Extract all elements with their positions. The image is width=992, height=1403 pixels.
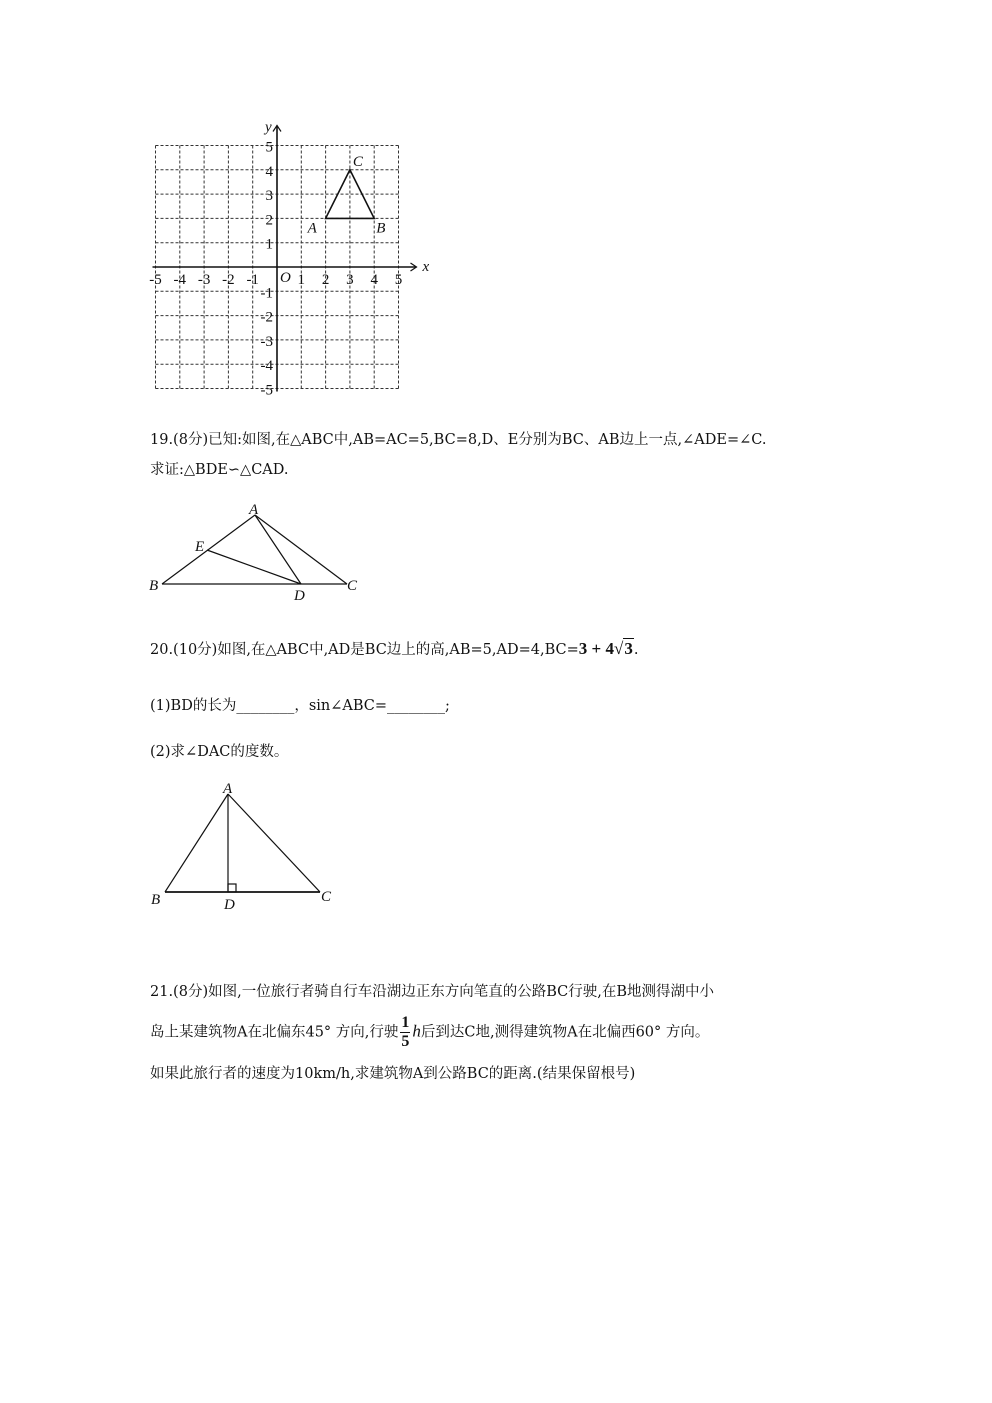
x-tick-label: -3 (197, 272, 211, 288)
segment-ab (165, 794, 228, 892)
y-tick-label: 4 (265, 163, 273, 180)
q20-part1: (1)BD的长为________，sin∠ABC=________; (150, 698, 450, 714)
q20-part2: (2)求∠DAC的度数。 (150, 744, 289, 760)
x-tick-label: 2 (321, 272, 330, 288)
q19-line1: 19.(8分)已知:如图,在△ABC中,AB=AC=5,BC=8,D、E分别为BC、AB边上一点,∠ADE=∠C. (150, 432, 767, 448)
q21-line1: 21.(8分)如图,一位旅行者骑自行车沿湖边正东方向笔直的公路BC行驶,在B地测得湖中小 (150, 984, 714, 1000)
label-c: C (321, 889, 332, 905)
q21-line2-a: 岛上某建筑物A在北偏东45° 方向,行驶 (150, 1024, 399, 1041)
x-tick-label: 3 (346, 272, 354, 288)
x-tick-label: -4 (173, 272, 187, 288)
point-label-c: C (352, 153, 363, 170)
tick-labels (149, 140, 402, 399)
x-tick-label: 4 (370, 272, 378, 288)
x-tick-label: 1 (297, 272, 306, 288)
fraction-denominator: 5 (401, 1033, 410, 1050)
label-c: C (347, 578, 358, 594)
point-label-a: A (307, 220, 317, 237)
y-tick-label: -2 (260, 309, 273, 326)
q20-suffix: . (633, 642, 639, 658)
y-tick-label: -1 (260, 285, 273, 302)
q20-prefix: 20.(10分)如图,在△ABC中,AD是BC边上的高,AB=5,AD=4,BC= (150, 642, 579, 658)
fraction-numerator: 1 (401, 1014, 410, 1031)
y-axis-label: y (265, 119, 272, 136)
y-tick-label: -5 (260, 382, 273, 399)
label-a: A (249, 502, 259, 518)
bc-value-radicand: 3 (624, 639, 633, 658)
fraction-one-fifth (400, 1015, 410, 1050)
x-tick-label: 5 (394, 272, 403, 288)
origin-label: O (280, 270, 291, 286)
axes (153, 120, 430, 392)
q19-triangle-figure (145, 498, 375, 608)
label-d: D (294, 588, 305, 604)
y-tick-label: 1 (265, 236, 273, 253)
x-axis-label: x (422, 259, 430, 275)
label-b: B (149, 578, 159, 594)
q21-line2-b: 后到达C地,测得建筑物A在北偏西60° 方向。 (420, 1024, 710, 1041)
segment-ed (207, 550, 301, 584)
coordinate-grid-figure (140, 118, 440, 408)
label-b: B (151, 892, 161, 908)
y-tick-label: 3 (265, 188, 273, 205)
q21-line2 (150, 1015, 709, 1050)
y-tick-label: 2 (265, 212, 273, 229)
y-tick-label: -4 (260, 358, 273, 375)
q21-line3: 如果此旅行者的速度为10km/h,求建筑物A到公路BC的距离.(结果保留根号) (150, 1066, 636, 1082)
q20-statement (150, 638, 638, 659)
q19-line2: 求证:△BDE∽△CAD. (150, 462, 289, 478)
bc-value: 3 + 4√3 (578, 639, 633, 658)
right-angle-mark (228, 884, 236, 892)
segment-ac (228, 794, 320, 892)
bc-value-int: 3 + 4 (578, 639, 614, 658)
x-tick-label: -2 (222, 272, 235, 288)
label-d: D (224, 897, 235, 913)
segment-ad (255, 515, 301, 584)
segment-ac (255, 515, 347, 584)
y-tick-label: 5 (265, 139, 273, 156)
triangle-abc (307, 154, 386, 237)
label-a: A (223, 781, 233, 797)
point-label-b: B (376, 220, 386, 237)
q20-triangle-figure (145, 780, 345, 915)
hour-unit: h (412, 1021, 421, 1041)
segment-ba (162, 515, 255, 584)
y-tick-label: -3 (260, 333, 273, 350)
x-tick-label: -1 (246, 272, 259, 288)
x-tick-label: -5 (149, 272, 162, 288)
label-e: E (195, 539, 205, 555)
